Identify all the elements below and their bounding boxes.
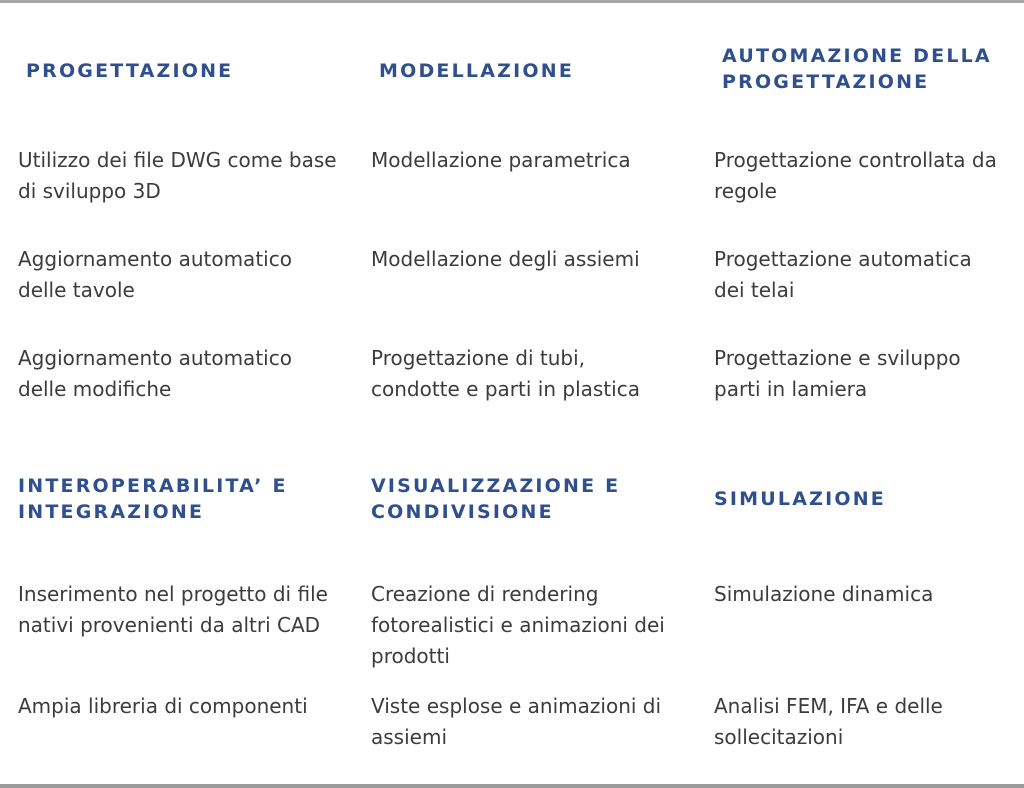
feature-item: Simulazione dinamica xyxy=(714,582,934,606)
feature-item: Modellazione parametrica xyxy=(371,148,631,172)
feature-item: Aggiornamento automatico delle tavole xyxy=(18,247,292,302)
feature-item: Ampia libreria di componenti xyxy=(18,694,308,718)
feature-item: Utilizzo dei file DWG come base di sviluppo 3D xyxy=(18,148,337,203)
feature-item: Progettazione controllata da regole xyxy=(714,148,997,203)
feature-item: Inserimento nel progetto di file nativi provenienti da altri CAD xyxy=(18,582,328,637)
feature-item: Creazione di rendering fotorealistici e animazioni dei prodotti xyxy=(371,582,665,668)
feature-item: Modellazione degli assiemi xyxy=(371,247,640,271)
heading-simulazione: SIMULAZIONE xyxy=(714,488,886,510)
feature-item: Progettazione automatica dei telai xyxy=(714,247,972,302)
feature-item: Aggiornamento automatico delle modifiche xyxy=(18,346,292,401)
feature-item: Progettazione di tubi, condotte e parti in plastica xyxy=(371,346,640,401)
heading-automazione: AUTOMAZIONE DELLA PROGETTAZIONE xyxy=(722,45,992,93)
heading-progettazione: PROGETTAZIONE xyxy=(26,60,234,82)
heading-visualizzazione: VISUALIZZAZIONE E CONDIVISIONE xyxy=(371,475,621,523)
feature-item: Viste esplose e animazioni di assiemi xyxy=(371,694,662,749)
top-divider xyxy=(0,0,1024,3)
bottom-divider xyxy=(0,784,1024,788)
heading-interoperabilita: INTEROPERABILITA’ E INTEGRAZIONE xyxy=(18,475,288,523)
feature-item: Analisi FEM, IFA e delle sollecitazioni xyxy=(714,694,943,749)
feature-item: Progettazione e sviluppo parti in lamiera xyxy=(714,346,961,401)
heading-modellazione: MODELLAZIONE xyxy=(379,60,575,82)
